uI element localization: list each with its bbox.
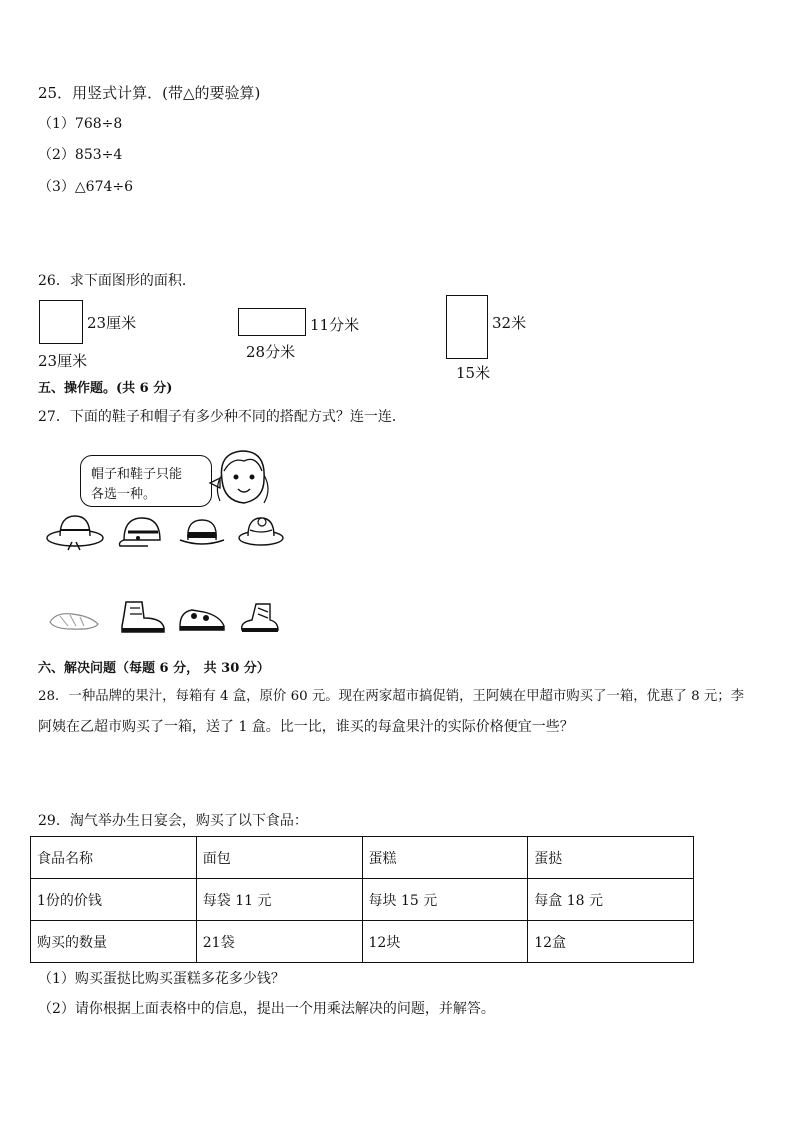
table-cell: 食品名称 — [31, 837, 197, 879]
table-cell: 21袋 — [196, 921, 362, 963]
table-cell: 购买的数量 — [31, 921, 197, 963]
q25-item-2: （2）853÷4 — [38, 147, 123, 163]
q27-title: 27．下面的鞋子和帽子有多少种不同的搭配方式？连一连． — [38, 409, 406, 425]
table-cell: 12盒 — [528, 921, 694, 963]
bubble-text-line2: 各选一种。 — [91, 487, 157, 502]
q29-title: 29．淘气举办生日宴会，购买了以下食品： — [38, 813, 308, 829]
q25-item-3: （3）△674÷6 — [38, 179, 134, 195]
wide-rectangle-shape — [238, 308, 306, 336]
table-cell: 每块 15 元 — [362, 879, 528, 921]
q25-item-1: （1）768÷8 — [38, 116, 123, 132]
q25-title: 25．用竖式计算．(带△的要验算) — [38, 84, 261, 102]
tall-rectangle-bottom-label: 15米 — [456, 364, 491, 382]
q28-line-2: 阿姨在乙超市购买了一箱，送了 1 盒。比一比，谁买的每盒果汁的实际价格便宜一些？ — [38, 719, 574, 735]
cap-hat-icon — [118, 512, 164, 552]
table-cell: 每袋 11 元 — [196, 879, 362, 921]
table-cell: 每盒 18 元 — [528, 879, 694, 921]
boot-shoe-icon — [118, 598, 168, 636]
table-cell: 蛋挞 — [528, 837, 694, 879]
fedora-hat-icon — [176, 514, 228, 550]
food-table — [30, 836, 694, 963]
bonnet-hat-icon — [236, 510, 286, 550]
table-row — [31, 921, 694, 963]
q28-line-1: 28．一种品牌的果汁，每箱有 4 盒，原价 60 元。现在两家超市搞促销，王阿姨在甲超市购买了一箱，优惠了 8 元；李 — [38, 689, 745, 704]
section-6-heading: 六、解决问题（每题 6 分， 共 30 分） — [38, 661, 270, 676]
table-cell: 面包 — [196, 837, 362, 879]
tall-rectangle-side-label: 32米 — [492, 314, 527, 332]
square-bottom-label: 23厘米 — [38, 352, 88, 370]
table-row — [31, 879, 694, 921]
bubble-text-line1: 帽子和鞋子只能 — [91, 467, 183, 482]
table-cell: 12块 — [362, 921, 528, 963]
square-side-label: 23厘米 — [87, 314, 137, 332]
hat-icon — [44, 508, 106, 552]
girl-illustration — [200, 445, 280, 515]
q29-sub-2: （2）请你根据上面表格中的信息，提出一个用乘法解决的问题，并解答。 — [38, 1001, 495, 1017]
high-top-shoe-icon — [236, 600, 282, 636]
square-shape — [39, 300, 83, 344]
table-cell: 蛋糕 — [362, 837, 528, 879]
table-row — [31, 837, 694, 879]
table-cell: 1份的价钱 — [31, 879, 197, 921]
q26-title: 26．求下面图形的面积． — [38, 273, 196, 289]
section-5-heading: 五、操作题。(共 6 分) — [38, 381, 173, 396]
tall-rectangle-shape — [446, 295, 488, 359]
wide-rectangle-side-label: 11分米 — [310, 316, 360, 334]
sneaker-shoe-icon — [176, 602, 228, 634]
sandal-shoe-icon — [46, 604, 102, 634]
wide-rectangle-bottom-label: 28分米 — [246, 343, 296, 361]
q29-sub-1: （1）购买蛋挞比购买蛋糕多花多少钱？ — [38, 971, 285, 987]
speech-bubble — [80, 455, 212, 507]
